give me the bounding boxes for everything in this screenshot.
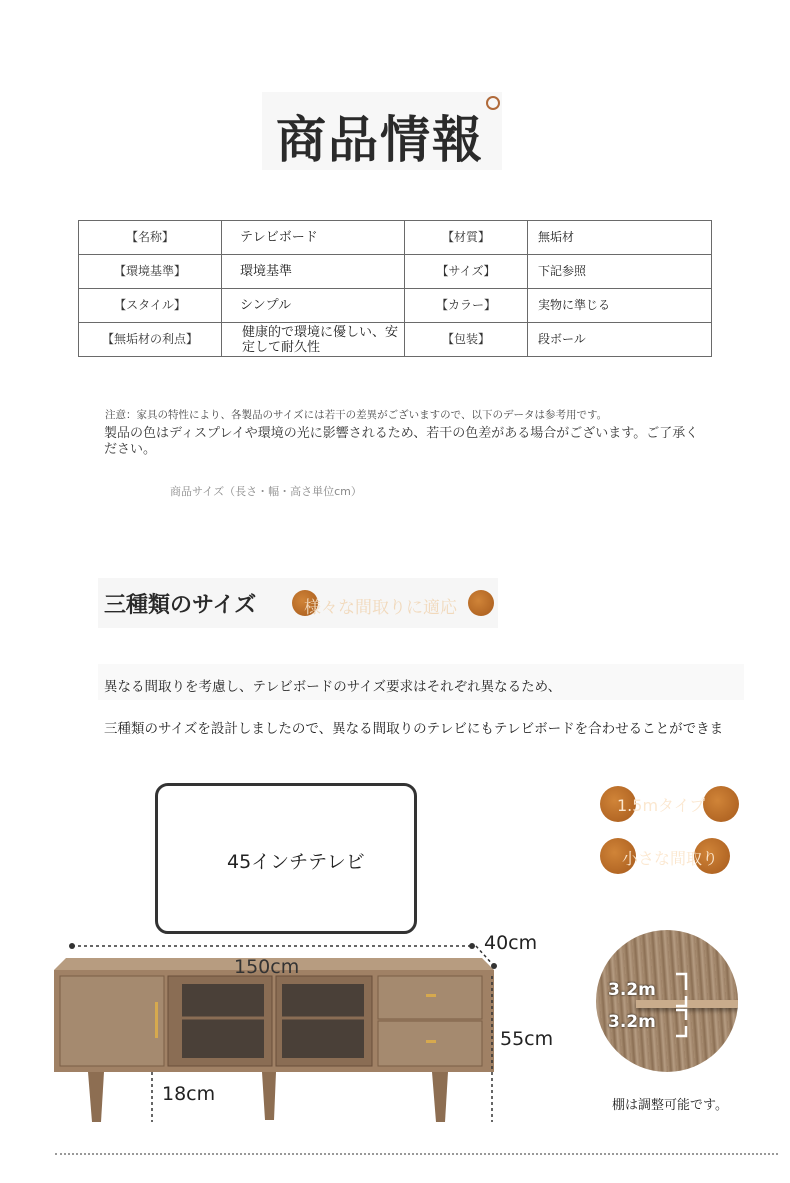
spec-label: 【材質】: [405, 221, 528, 255]
divider: [55, 1153, 778, 1155]
spec-label: 【スタイル】: [79, 289, 222, 323]
tv-size-label: 45インチテレビ: [227, 851, 365, 873]
decorative-ring: [486, 96, 500, 110]
decorative-dot: [703, 786, 739, 822]
spec-label: 【名称】: [79, 221, 222, 255]
table-row: [79, 255, 712, 289]
color-note-text: 製品の色はディスプレイや環境の光に影響されるため、若干の色差がある場合がございます。ご了承ください。: [104, 426, 699, 457]
shelf-gap-label: 3.2m: [608, 980, 656, 1000]
spec-label: 【環境基準】: [79, 255, 222, 289]
spec-value: 無垢材: [528, 221, 712, 255]
spec-table: [78, 220, 712, 357]
description-line: 異なる間取りを考慮し、テレビボードのサイズ要求はそれぞれ異なるため、: [104, 679, 562, 695]
spec-value: 健康的で環境に優しい、安定して耐久性: [222, 323, 405, 357]
spec-label: 【カラー】: [405, 289, 528, 323]
depth-dimension: 40cm: [484, 932, 538, 954]
spec-value: 環境基準: [222, 255, 405, 289]
shelf-gap-label: 3.2m: [608, 1012, 656, 1032]
spec-value: シンプル: [222, 289, 405, 323]
spec-label: 【無垢材の利点】: [79, 323, 222, 357]
description-line: 三種類のサイズを設計しましたので、異なる間取りのテレビにもテレビボードを合わせることができま: [104, 721, 724, 737]
spec-value: 下記参照: [528, 255, 712, 289]
shelf-caption: 棚は調整可能です。: [612, 1098, 728, 1113]
spec-label: 【サイズ】: [405, 255, 528, 289]
page-title: 商品情報: [276, 111, 484, 169]
section-subtitle: 様々な間取りに適応: [304, 598, 457, 618]
spec-label: 【包装】: [405, 323, 528, 357]
spec-value: テレビボード: [222, 221, 405, 255]
width-dimension: 150cm: [234, 956, 300, 978]
note-text: 注意：家具の特性により、各製品のサイズには若干の差異がございますので、以下のデータは参考用です。: [105, 409, 608, 421]
type-tag: 1.5mタイプ: [617, 796, 706, 815]
decorative-dot: [468, 590, 494, 616]
table-row: [79, 323, 712, 357]
spec-value: 段ボール: [528, 323, 712, 357]
table-row: [79, 221, 712, 255]
room-tag: 小さな間取り: [622, 849, 719, 868]
leg-height-dimension: 18cm: [162, 1083, 216, 1105]
section-title: 三種類のサイズ: [104, 593, 257, 618]
height-dimension: 55cm: [500, 1028, 554, 1050]
size-caption: 商品サイズ（長さ・幅・高さ単位cm）: [170, 485, 362, 498]
shelf-detail-circle: [596, 930, 738, 1072]
table-row: [79, 289, 712, 323]
spec-value: 実物に準じる: [528, 289, 712, 323]
